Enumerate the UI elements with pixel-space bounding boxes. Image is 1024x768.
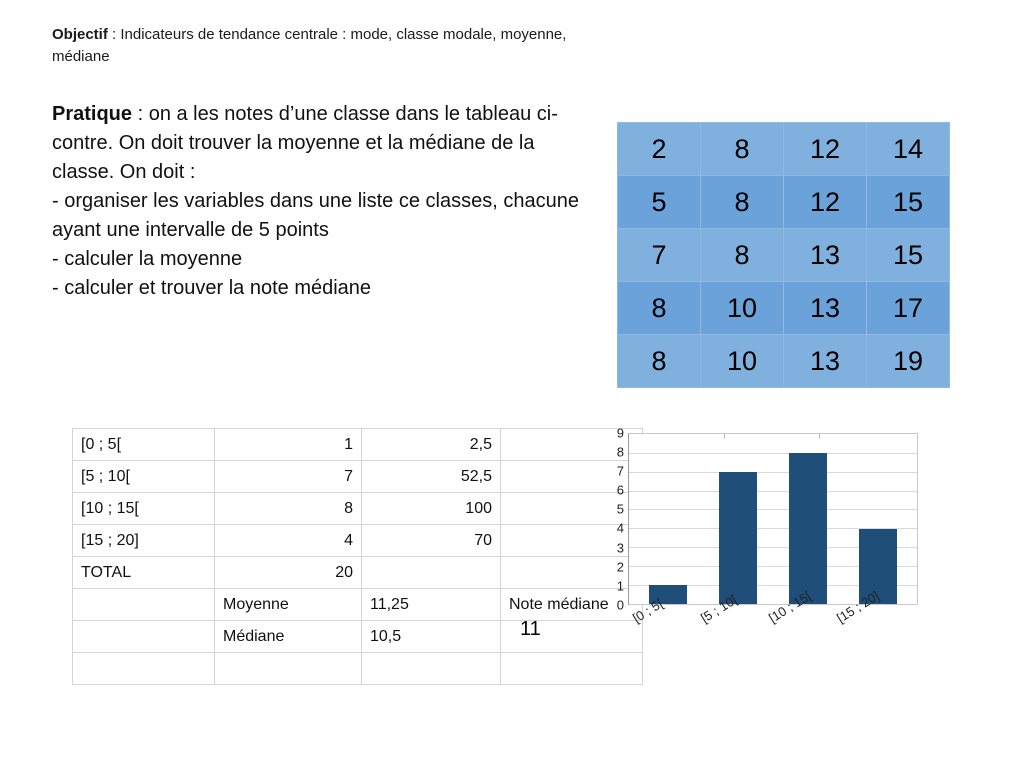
practice-bullet-1: - organiser les variables dans une liste ce classes, chacune ayant une intervalle de 5 points [52, 190, 579, 241]
axis-tick [819, 434, 820, 439]
table-row [73, 461, 643, 493]
stats-table [72, 425, 643, 685]
practice-bullet-2: - calculer la moyenne [52, 248, 243, 270]
grade-cell: 19 [867, 335, 950, 388]
x-tick-label: [15 ; 20] [834, 588, 882, 626]
grade-cell: 13 [784, 282, 867, 335]
grade-cell: 8 [701, 123, 784, 176]
x-tick-label: [10 ; 15[ [766, 588, 814, 626]
table-row [73, 589, 643, 621]
table-row [73, 429, 643, 461]
median-label: Médiane [215, 621, 362, 653]
objective-text [52, 24, 612, 68]
table-row [73, 493, 643, 525]
grade-cell: 17 [867, 282, 950, 335]
class-interval: [15 ; 20] [73, 525, 215, 557]
class-value: 2,5 [362, 429, 501, 461]
empty-cell [73, 621, 215, 653]
grade-cell: 8 [701, 176, 784, 229]
class-count: 8 [215, 493, 362, 525]
mean-value: 11,25 [362, 589, 501, 621]
empty-cell [215, 653, 362, 685]
practice-intro-text: : on a les notes d’une classe dans le tableau ci-contre. On doit trouver la moyenne et la médiane de la classe. On doit : [52, 103, 558, 183]
grade-cell: 2 [618, 123, 701, 176]
x-tick-label: [5 ; 10[ [698, 591, 740, 626]
y-tick-label: 7 [616, 463, 624, 479]
y-axis [600, 425, 624, 613]
class-value [362, 557, 501, 589]
objective-label: Objectif [52, 26, 108, 43]
table-row [73, 653, 643, 685]
chart-plot-area [628, 433, 918, 605]
grade-cell: 13 [784, 229, 867, 282]
practice-block [52, 100, 592, 303]
gridline [629, 509, 917, 510]
table-row [618, 176, 950, 229]
class-count: 7 [215, 461, 362, 493]
y-tick-label: 0 [616, 597, 624, 613]
y-tick-label: 9 [616, 425, 624, 441]
table-row [73, 621, 643, 653]
grades-table [617, 122, 950, 388]
table-row [618, 123, 950, 176]
grade-cell: 8 [618, 282, 701, 335]
bar-1 [719, 472, 757, 604]
bar-chart [600, 425, 930, 670]
class-interval: [5 ; 10[ [73, 461, 215, 493]
practice-label: Pratique [52, 103, 133, 125]
empty-cell [362, 653, 501, 685]
y-tick-label: 5 [616, 501, 624, 517]
gridline [629, 453, 917, 454]
class-value: 70 [362, 525, 501, 557]
practice-bullet-3: - calculer et trouver la note médiane [52, 277, 372, 299]
y-tick-label: 4 [616, 520, 624, 536]
table-row [618, 229, 950, 282]
axis-tick [724, 434, 725, 439]
objective-body: : Indicateurs de tendance centrale : mode, classe modale, moyenne, médiane [52, 26, 567, 65]
table-row [618, 335, 950, 388]
median-note-label: Note médiane [501, 589, 643, 621]
median-note-value: 11 [520, 618, 541, 640]
table-row [73, 557, 643, 589]
median-value: 10,5 [362, 621, 501, 653]
mean-label: Moyenne [215, 589, 362, 621]
gridline [629, 491, 917, 492]
table-row [73, 525, 643, 557]
y-tick-label: 2 [616, 559, 624, 575]
practice-intro [52, 100, 592, 187]
y-tick-label: 3 [616, 540, 624, 556]
class-value: 100 [362, 493, 501, 525]
class-count: 4 [215, 525, 362, 557]
y-tick-label: 8 [616, 444, 624, 460]
empty-cell [73, 589, 215, 621]
x-tick-label: [0 ; 5[ [630, 595, 666, 626]
grade-cell: 12 [784, 123, 867, 176]
grade-cell: 13 [784, 335, 867, 388]
table-row [618, 282, 950, 335]
grade-cell: 7 [618, 229, 701, 282]
class-count: 1 [215, 429, 362, 461]
class-value: 52,5 [362, 461, 501, 493]
grade-cell: 5 [618, 176, 701, 229]
grade-cell: 10 [701, 335, 784, 388]
grade-cell: 15 [867, 229, 950, 282]
y-tick-label: 1 [616, 578, 624, 594]
grade-cell: 12 [784, 176, 867, 229]
grade-cell: 8 [701, 229, 784, 282]
grade-cell: 14 [867, 123, 950, 176]
total-count: 20 [215, 557, 362, 589]
gridline [629, 472, 917, 473]
grade-cell: 8 [618, 335, 701, 388]
grade-cell: 10 [701, 282, 784, 335]
class-interval: [0 ; 5[ [73, 429, 215, 461]
class-interval: [10 ; 15[ [73, 493, 215, 525]
y-tick-label: 6 [616, 482, 624, 498]
empty-cell [73, 653, 215, 685]
total-label: TOTAL [73, 557, 215, 589]
grade-cell: 15 [867, 176, 950, 229]
bar-2 [789, 453, 827, 604]
